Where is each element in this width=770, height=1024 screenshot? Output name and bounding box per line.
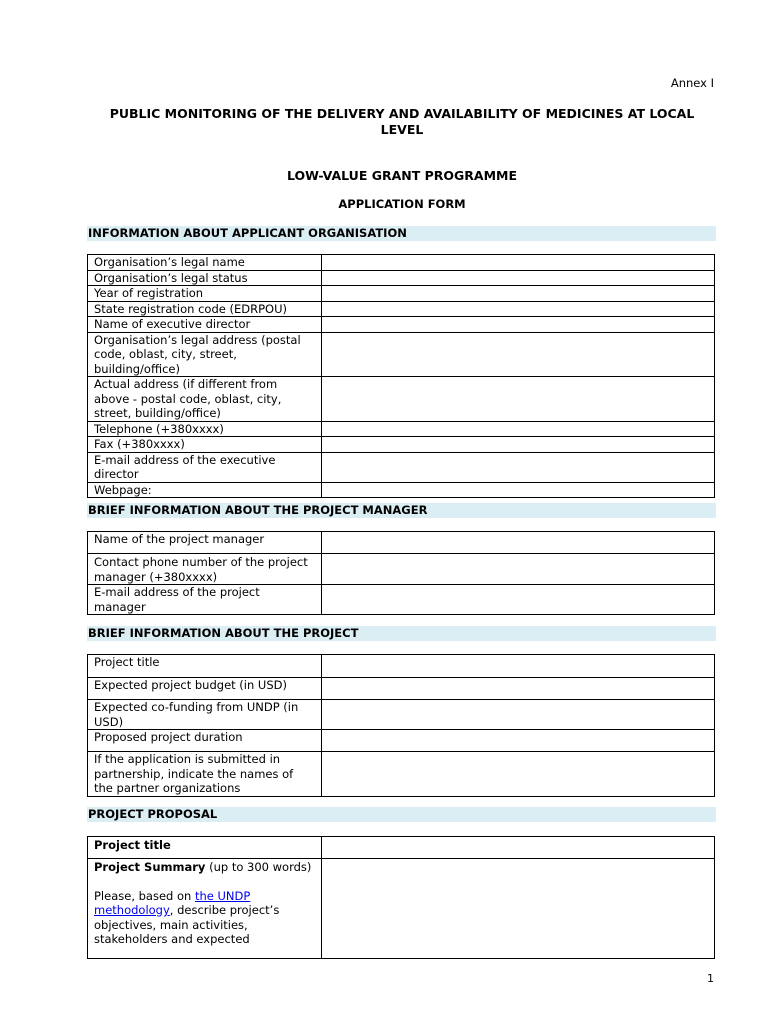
row-label: Project title <box>88 655 322 678</box>
project-summary-instructions <box>94 889 315 947</box>
project-table <box>87 654 715 797</box>
table-row <box>88 301 715 317</box>
table-row <box>88 452 715 482</box>
row-label: Expected co-funding from UNDP (in USD) <box>88 700 322 730</box>
summary-label-rest: (up to 300 words) <box>205 860 312 874</box>
table-row <box>88 377 715 422</box>
applicant-table <box>87 254 715 498</box>
table-row <box>88 859 715 959</box>
row-label: Organisation’s legal address (postal code, oblast, city, street, building/office) <box>88 332 322 377</box>
project-title-label: Project title <box>88 837 322 859</box>
row-label: Webpage: <box>88 482 322 498</box>
answer-cell[interactable] <box>322 421 715 437</box>
row-label: Contact phone number of the project manager (+380xxxx) <box>88 554 322 585</box>
section-heading-manager: BRIEF INFORMATION ABOUT THE PROJECT MANAGER <box>87 503 716 518</box>
row-label: Name of the project manager <box>88 532 322 554</box>
table-row <box>88 332 715 377</box>
answer-cell[interactable] <box>322 301 715 317</box>
document-title: PUBLIC MONITORING OF THE DELIVERY AND AVAILABILITY OF MEDICINES AT LOCAL LEVEL <box>109 106 695 137</box>
annex-label: Annex I <box>670 76 714 90</box>
manager-table <box>87 531 715 615</box>
answer-cell[interactable] <box>322 332 715 377</box>
table-row <box>88 700 715 730</box>
row-label: Expected project budget (in USD) <box>88 678 322 700</box>
answer-cell[interactable] <box>322 317 715 333</box>
answer-cell[interactable] <box>322 678 715 700</box>
table-row <box>88 837 715 859</box>
row-label: Fax (+380xxxx) <box>88 437 322 453</box>
answer-cell[interactable] <box>322 286 715 302</box>
section-heading-project: BRIEF INFORMATION ABOUT THE PROJECT <box>87 626 716 641</box>
table-row <box>88 554 715 585</box>
answer-cell[interactable] <box>322 837 715 859</box>
row-label: Actual address (if different from above - postal code, oblast, city, street, building/office) <box>88 377 322 422</box>
answer-cell[interactable] <box>322 585 715 615</box>
table-row <box>88 421 715 437</box>
row-label: Name of executive director <box>88 317 322 333</box>
row-label: State registration code (EDRPOU) <box>88 301 322 317</box>
answer-cell[interactable] <box>322 437 715 453</box>
instruction-text: Please, based on <box>94 888 195 903</box>
form-title: APPLICATION FORM <box>338 197 466 211</box>
table-row <box>88 752 715 797</box>
table-row <box>88 437 715 453</box>
answer-cell[interactable] <box>322 255 715 271</box>
table-row <box>88 317 715 333</box>
row-label: Organisation’s legal name <box>88 255 322 271</box>
table-row <box>88 730 715 752</box>
project-summary-cell <box>88 859 322 959</box>
section-heading-applicant: INFORMATION ABOUT APPLICANT ORGANISATION <box>87 226 716 241</box>
answer-cell[interactable] <box>322 700 715 730</box>
table-row <box>88 532 715 554</box>
table-row <box>88 678 715 700</box>
row-label: Telephone (+380xxxx) <box>88 421 322 437</box>
answer-cell[interactable] <box>322 532 715 554</box>
table-row <box>88 482 715 498</box>
answer-cell[interactable] <box>322 859 715 959</box>
table-row <box>88 655 715 678</box>
row-label: If the application is submitted in partnership, indicate the names of the partner organizations <box>88 752 322 797</box>
answer-cell[interactable] <box>322 655 715 678</box>
answer-cell[interactable] <box>322 482 715 498</box>
programme-title: LOW-VALUE GRANT PROGRAMME <box>287 168 517 183</box>
instruction-text: , describe project’s objectives, main activities, stakeholders and expected <box>94 903 280 946</box>
table-row <box>88 585 715 615</box>
answer-cell[interactable] <box>322 377 715 422</box>
proposal-table <box>87 836 715 959</box>
answer-cell[interactable] <box>322 752 715 797</box>
row-label: Proposed project duration <box>88 730 322 752</box>
row-label: Year of registration <box>88 286 322 302</box>
answer-cell[interactable] <box>322 270 715 286</box>
summary-label-bold: Project Summary <box>94 860 206 874</box>
table-row <box>88 286 715 302</box>
table-row <box>88 255 715 271</box>
row-label: Organisation’s legal status <box>88 270 322 286</box>
section-heading-proposal: PROJECT PROPOSAL <box>87 807 716 822</box>
answer-cell[interactable] <box>322 452 715 482</box>
answer-cell[interactable] <box>322 554 715 585</box>
table-row <box>88 270 715 286</box>
row-label: E-mail address of the project manager <box>88 585 322 615</box>
project-summary-label <box>94 860 315 875</box>
answer-cell[interactable] <box>322 730 715 752</box>
page-number: 1 <box>707 972 714 985</box>
undp-methodology-link[interactable]: the UNDP methodology <box>94 888 251 917</box>
row-label: E-mail address of the executive director <box>88 452 322 482</box>
